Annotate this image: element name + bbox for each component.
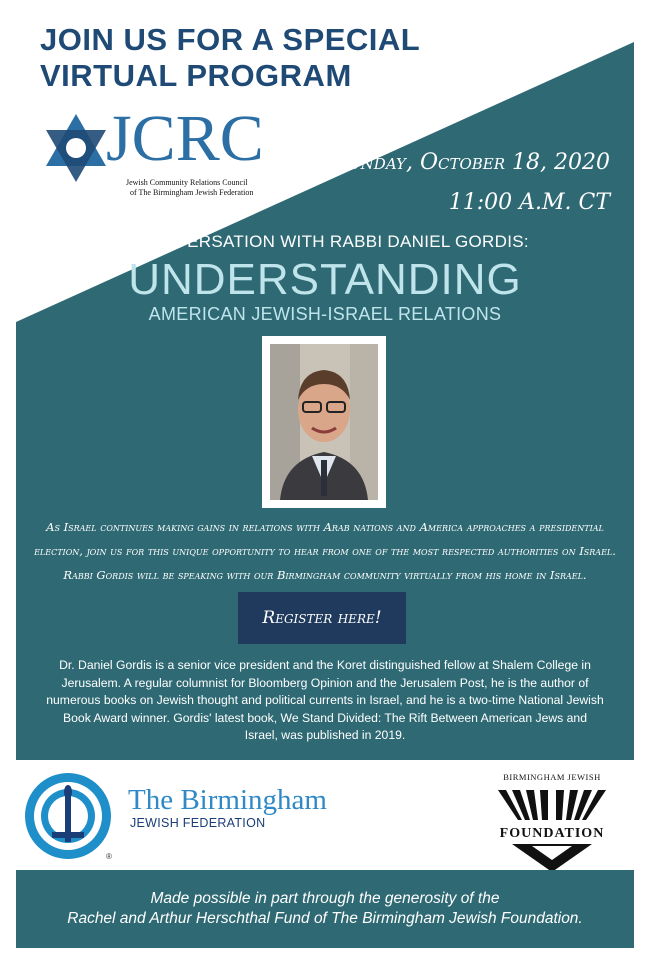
menorah-globe-icon [22,770,122,862]
register-button[interactable]: Register here! [238,592,406,644]
star-of-david-icon [40,112,112,184]
event-date: Sunday, October 18, 2020 [332,150,610,175]
jcrc-logo [40,112,112,189]
jcrc-name: JCRC [106,102,264,175]
jcrc-subtitle-2: of The Birmingham Jewish Federation [130,188,254,197]
header-line-1: JOIN US FOR A SPECIAL [40,22,421,57]
registered-mark: ® [106,852,112,861]
speaker-bio: Dr. Daniel Gordis is a senior vice president and the Koret distinguished fellow at Shalem College in Jerusalem. A regular columnist for Bloomberg Opinion and the Jerusalem Post, he is the author of numerous books on Jewish thought and political currents in Israel, and he is a two-time National Jewish Book Award winner. Gordis' latest book, We Stand Divided: The Rift Between American Jews and Israel, was published in 2019. [46,658,604,743]
federation-name: The Birmingham [128,784,327,816]
jcrc-subtitle-1: Jewish Community Relations Council [126,178,248,187]
footer-banner [16,870,634,948]
description-line-3: Rabbi Gordis will be speaking with our Birmingham community virtually from his home in Israel. [63,568,587,582]
speaker-photo [270,344,378,500]
footer-line-1: Made possible in part through the generosity of the [150,890,500,907]
event-time: 11:00 A.M. CT [448,190,610,215]
program-intro: A CONVERSATION WITH RABBI DANIEL GORDIS: [121,232,529,251]
foundation-top-text: BIRMINGHAM JEWISH [503,772,601,782]
header-line-2: VIRTUAL PROGRAM [40,58,352,93]
federation-subtitle: JEWISH FEDERATION [130,816,266,830]
speaker-photo-frame [262,336,386,508]
footer-line-2: Rachel and Arthur Herschthal Fund of The Birmingham Jewish Foundation. [67,910,583,927]
description-line-2: election, join us for this unique opportunity to hear from one of the most respected authorities on Israel. [34,544,616,558]
program-subtitle: AMERICAN JEWISH-ISRAEL RELATIONS [148,304,502,324]
program-title: UNDERSTANDING [128,255,522,304]
foundation-name: FOUNDATION [499,826,605,841]
description-line-1: As Israel continues making gains in relations with Arab nations and America approaches a presidential [46,520,604,534]
